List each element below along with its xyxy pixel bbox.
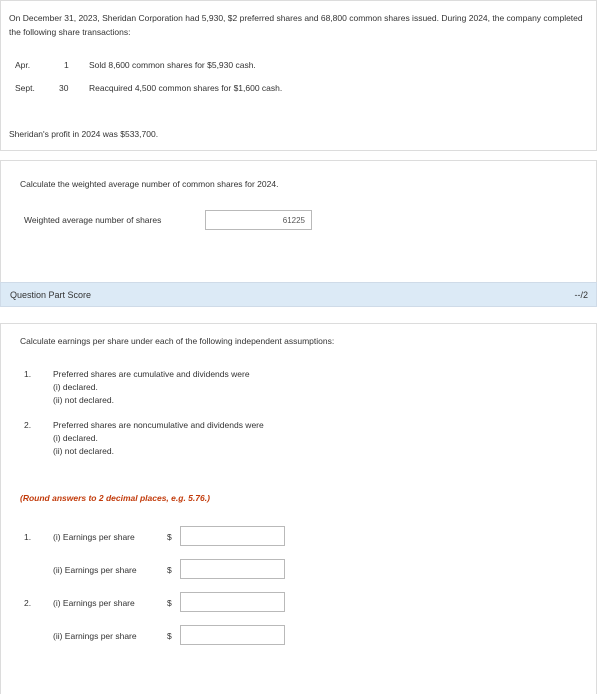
eps-label: (i) Earnings per share (53, 532, 135, 542)
eps-input[interactable] (180, 592, 285, 612)
row-number: 1. (24, 532, 32, 542)
assumption-number: 1. (24, 369, 32, 379)
problem-intro: On December 31, 2023, Sheridan Corporation had 5,930, $2 preferred shares and 68,800 common shares issued. During 2024, the company completed the following share transactions: (9, 13, 583, 37)
transaction-month: Sept. (15, 83, 35, 93)
part1-panel (0, 160, 597, 282)
assumption-option: (i) declared. (53, 433, 98, 443)
eps-input[interactable] (180, 526, 285, 546)
eps-label: (ii) Earnings per share (53, 631, 137, 641)
weighted-average-label: Weighted average number of shares (24, 215, 162, 225)
weighted-average-input[interactable] (205, 210, 312, 230)
part2-instruction: Calculate earnings per share under each of the following independent assumptions: (20, 336, 335, 346)
row-number: 2. (24, 598, 32, 608)
currency-symbol: $ (167, 598, 172, 608)
part1-instruction: Calculate the weighted average number of common shares for 2024. (20, 179, 279, 189)
eps-input[interactable] (180, 559, 285, 579)
assumption-text: Preferred shares are cumulative and dividends were (53, 369, 250, 379)
part2-panel (0, 323, 597, 694)
profit-statement: Sheridan's profit in 2024 was $533,700. (9, 129, 159, 139)
rounding-note: (Round answers to 2 decimal places, e.g. 5.76.) (20, 493, 210, 503)
assumption-option: (i) declared. (53, 382, 98, 392)
transaction-desc: Reacquired 4,500 common shares for $1,600 cash. (89, 83, 283, 93)
currency-symbol: $ (167, 532, 172, 542)
score-label: Question Part Score (10, 290, 92, 300)
transaction-desc: Sold 8,600 common shares for $5,930 cash. (89, 60, 256, 70)
transaction-day: 30 (59, 83, 69, 93)
assumption-text: Preferred shares are noncumulative and dividends were (53, 420, 264, 430)
eps-label: (i) Earnings per share (53, 598, 135, 608)
eps-input[interactable] (180, 625, 285, 645)
assumption-option: (ii) not declared. (53, 395, 114, 405)
currency-symbol: $ (167, 631, 172, 641)
transaction-month: Apr. (15, 60, 31, 70)
currency-symbol: $ (167, 565, 172, 575)
eps-label: (ii) Earnings per share (53, 565, 137, 575)
question-part-score-bar (0, 282, 597, 307)
assumption-option: (ii) not declared. (53, 446, 114, 456)
transaction-day: 1 (64, 60, 69, 70)
assumption-number: 2. (24, 420, 32, 430)
problem-panel (0, 0, 597, 151)
score-value: --/2 (574, 290, 588, 300)
